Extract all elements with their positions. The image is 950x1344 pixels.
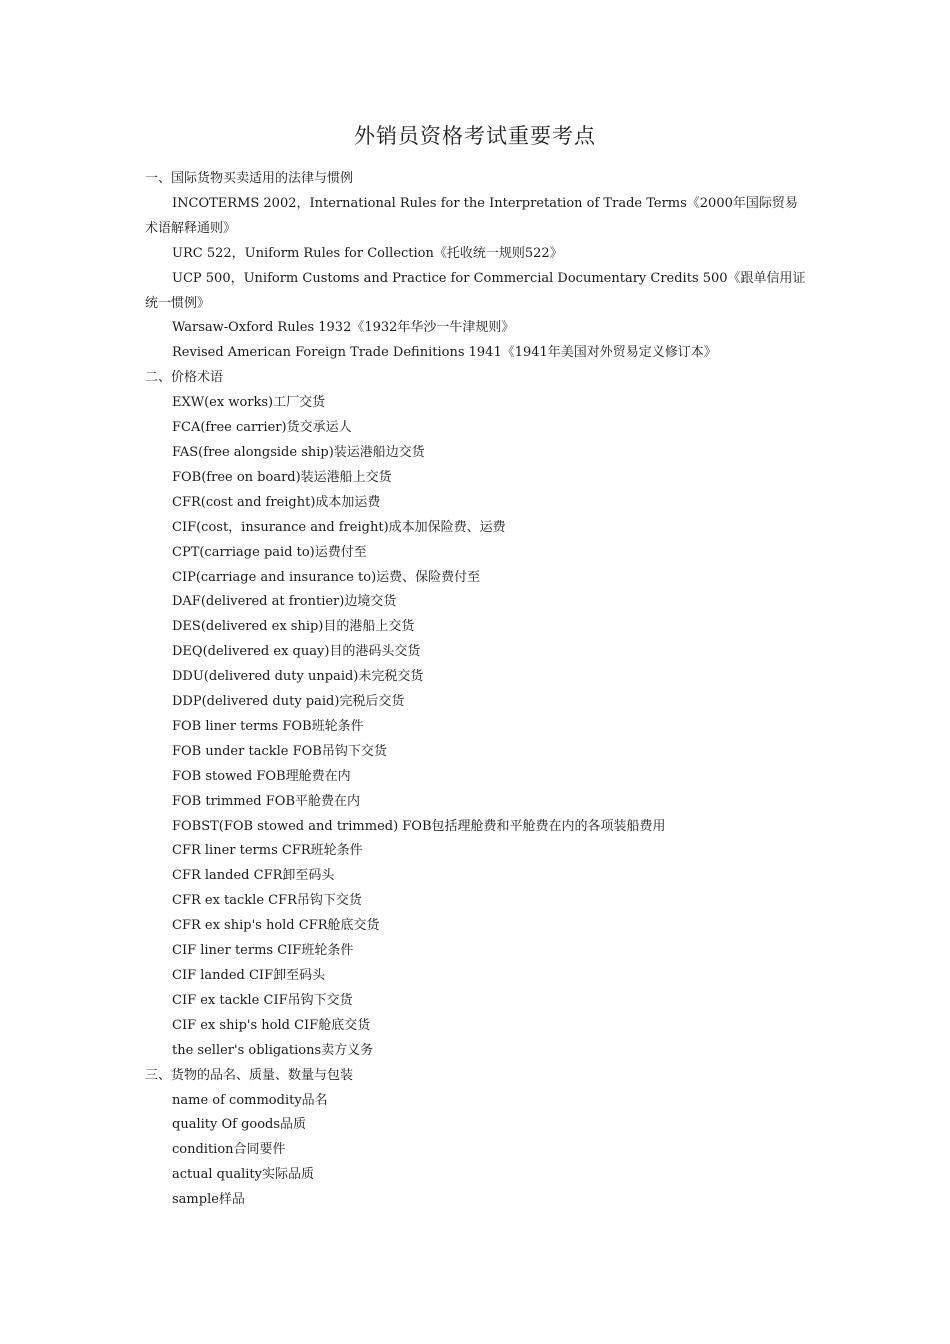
list-item: EXW(ex works)工厂交货 xyxy=(172,395,326,411)
list-item: CFR liner terms CFR班轮条件 xyxy=(172,843,363,859)
list-item: CFR ex ship's hold CFR舱底交货 xyxy=(172,918,380,934)
list-item: CPT(carriage paid to)运费付至 xyxy=(172,544,367,560)
list-item: FOB(free on board)装运港船上交货 xyxy=(172,469,392,485)
list-item: CIP(carriage and insurance to)运费、保险费付至 xyxy=(172,569,481,585)
list-item: FCA(free carrier)货交承运人 xyxy=(172,420,352,436)
list-item: CIF(cost，insurance and freight)成本加保险费、运费 xyxy=(172,519,506,535)
section-heading: 三、货物的品名、质量、数量与包装 xyxy=(145,1067,354,1083)
list-item: Revised American Foreign Trade Definitions 1941《1941年美国对外贸易定义修订本》 xyxy=(172,345,717,361)
list-item: CFR(cost and freight)成本加运费 xyxy=(172,494,381,510)
list-item: URC 522，Uniform Rules for Collection《托收统一规则522》 xyxy=(172,245,563,261)
list-item: FOB liner terms FOB班轮条件 xyxy=(172,718,364,734)
list-item: CFR landed CFR卸至码头 xyxy=(172,868,335,884)
list-item: condition合同要件 xyxy=(172,1142,286,1158)
list-item: CFR ex tackle CFR吊钩下交货 xyxy=(172,893,362,909)
list-item: UCP 500，Uniform Customs and Practice for Commercial Documentary Credits 500《跟单信用证统一惯例》 xyxy=(145,270,806,311)
list-item: CIF ex ship's hold CIF舱底交货 xyxy=(172,1017,371,1033)
list-item: DDP(delivered duty paid)完税后交货 xyxy=(172,694,405,710)
list-item: the seller's obligations卖方义务 xyxy=(172,1042,374,1058)
section-heading: 一、国际货物买卖适用的法律与惯例 xyxy=(145,171,354,186)
list-item: FOB under tackle FOB吊钩下交货 xyxy=(172,743,387,759)
list-item: FAS(free alongside ship)装运港船边交货 xyxy=(172,444,425,460)
list-item: Warsaw-Oxford Rules 1932《1932年华沙一牛津规则》 xyxy=(172,320,515,336)
page-title: 外销员资格考试重要考点 xyxy=(354,124,596,148)
list-item: DEQ(delivered ex quay)目的港码头交货 xyxy=(172,644,421,660)
list-item: DAF(delivered at frontier)边境交货 xyxy=(172,594,397,610)
list-item: CIF landed CIF卸至码头 xyxy=(172,968,326,983)
list-item: sample样品 xyxy=(172,1192,245,1208)
list-item: FOB stowed FOB理舱费在内 xyxy=(172,768,351,784)
list-item: name of commodity品名 xyxy=(172,1092,328,1108)
list-item: DES(delivered ex ship)目的港船上交货 xyxy=(172,619,415,635)
list-item: FOBST(FOB stowed and trimmed) FOB包括理舱费和平舱费在内的各项装船费用 xyxy=(172,818,666,834)
list-item: CIF liner terms CIF班轮条件 xyxy=(172,943,354,959)
list-item: quality Of goods品质 xyxy=(172,1117,307,1133)
section-heading: 二、价格术语 xyxy=(145,370,224,386)
list-item: FOB trimmed FOB平舱费在内 xyxy=(172,793,360,809)
list-item: CIF ex tackle CIF吊钩下交货 xyxy=(172,992,353,1008)
list-item: actual quality实际品质 xyxy=(172,1167,314,1183)
list-item: DDU(delivered duty unpaid)未完税交货 xyxy=(172,669,424,685)
list-item: INCOTERMS 2002，International Rules for the Interpretation of Trade Terms《2000年国际贸易术语解释通则》 xyxy=(145,195,798,236)
document-body xyxy=(145,167,810,1213)
